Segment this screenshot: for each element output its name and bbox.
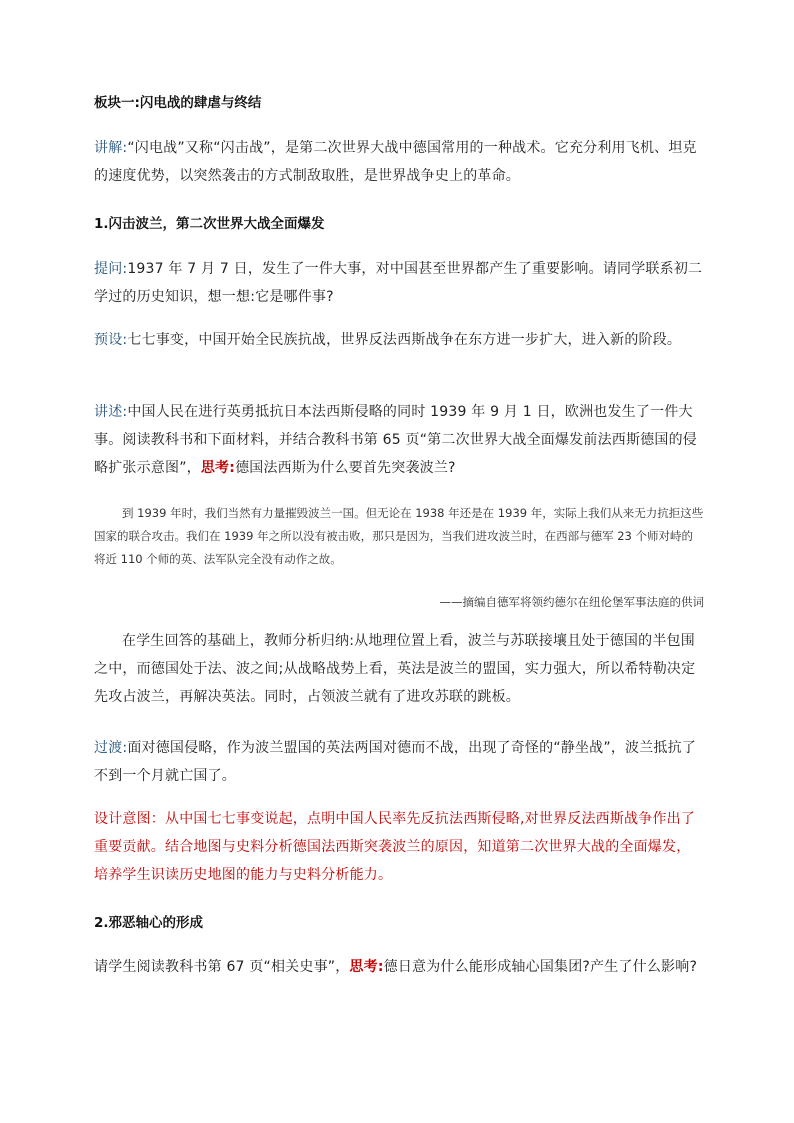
label-preset: 预设: (94, 332, 128, 348)
label-think: 思考: (200, 460, 236, 476)
label-explanation: 讲解: (94, 140, 128, 156)
think-text: 德国法西斯为什么要首先突袭波兰? (235, 460, 456, 476)
paragraph-question (94, 255, 704, 311)
paragraph-transition (94, 734, 704, 790)
paragraph-preset (94, 326, 704, 354)
narration-text: 中国人民在进行英勇抵抗日本法西斯侵略的同时 1939 年 9 月 1 日，欧洲也发生了一件大事。阅读教科书和下面材料，并结合教科书第 65 页“第二次世界大战全面爆发前法西斯德国的侵略扩张示意图”， (94, 404, 697, 476)
section-title: 板块一:闪电战的肆虐与终结 (94, 95, 262, 111)
label-transition: 过渡: (94, 740, 128, 756)
label-question: 提问: (94, 261, 128, 277)
paragraph-narration (94, 398, 704, 482)
design-intent: 设计意图：从中国七七事变说起，点明中国人民率先反抗法西斯侵略,对世界反法西斯战争作出了重要贡献。结合地图与史料分析德国法西斯突袭波兰的原因，知道第二次世界大战的全面爆发，培养学生识读历史地图的能力与史料分析能力。 (94, 811, 696, 883)
quote-block: 到 1939 年时，我们当然有力量摧毁波兰一国。但无论在 1938 年还是在 1939 年，实际上我们从来无力抗拒这些国家的联合攻击。我们在 1939 年之所以没有被击败，那只是因为，当我们进攻波兰时，在西部与德军 23 个师对峙的将近 110 个师的英、法军队完全没有动作之故。 (94, 506, 704, 566)
label-think-2: 思考: (349, 959, 384, 975)
paragraph-axis-question (94, 953, 704, 981)
explanation-text: “闪电战”又称“闪击战”，是第二次世界大战中德国常用的一种战术。它充分利用飞机、坦克的速度优势，以突然袭击的方式制敌取胜，是世界战争史上的革命。 (94, 140, 697, 184)
subheading-axis: 2.邪恶轴心的形成 (94, 915, 204, 931)
axis-think-text: 德日意为什么能形成轴心国集团?产生了什么影响? (383, 959, 698, 975)
label-narration: 讲述: (94, 404, 128, 420)
axis-question-text: 请学生阅读教科书第 67 页“相关史事”， (94, 959, 350, 975)
preset-text: 七七事变，中国开始全民族抗战，世界反法西斯战争在东方进一步扩大，进入新的阶段。 (127, 332, 682, 348)
subheading-poland: 1.闪击波兰，第二次世界大战全面爆发 (94, 216, 325, 232)
question-text: 1937 年 7 月 7 日，发生了一件大事，对中国甚至世界都产生了重要影响。请同学联系初二学过的历史知识，想一想:它是哪件事? (94, 261, 703, 305)
paragraph-analysis: 在学生回答的基础上，教师分析归纳:从地理位置上看，波兰与苏联接壤且处于德国的半包围之中，而德国处于法、波之间;从战略战势上看，英法是波兰的盟国，实力强大，所以希特勒决定先攻占波兰，再解决英法。同时，占领波兰就有了进攻苏联的跳板。 (94, 633, 696, 705)
transition-text: 面对德国侵略，作为波兰盟国的英法两国对德而不战，出现了奇怪的“静坐战”，波兰抵抗了不到一个月就亡国了。 (94, 740, 697, 784)
paragraph-explanation (94, 134, 704, 190)
quote-source: ——摘编自德军将领约德尔在纽伦堡军事法庭的供词 (439, 595, 704, 609)
